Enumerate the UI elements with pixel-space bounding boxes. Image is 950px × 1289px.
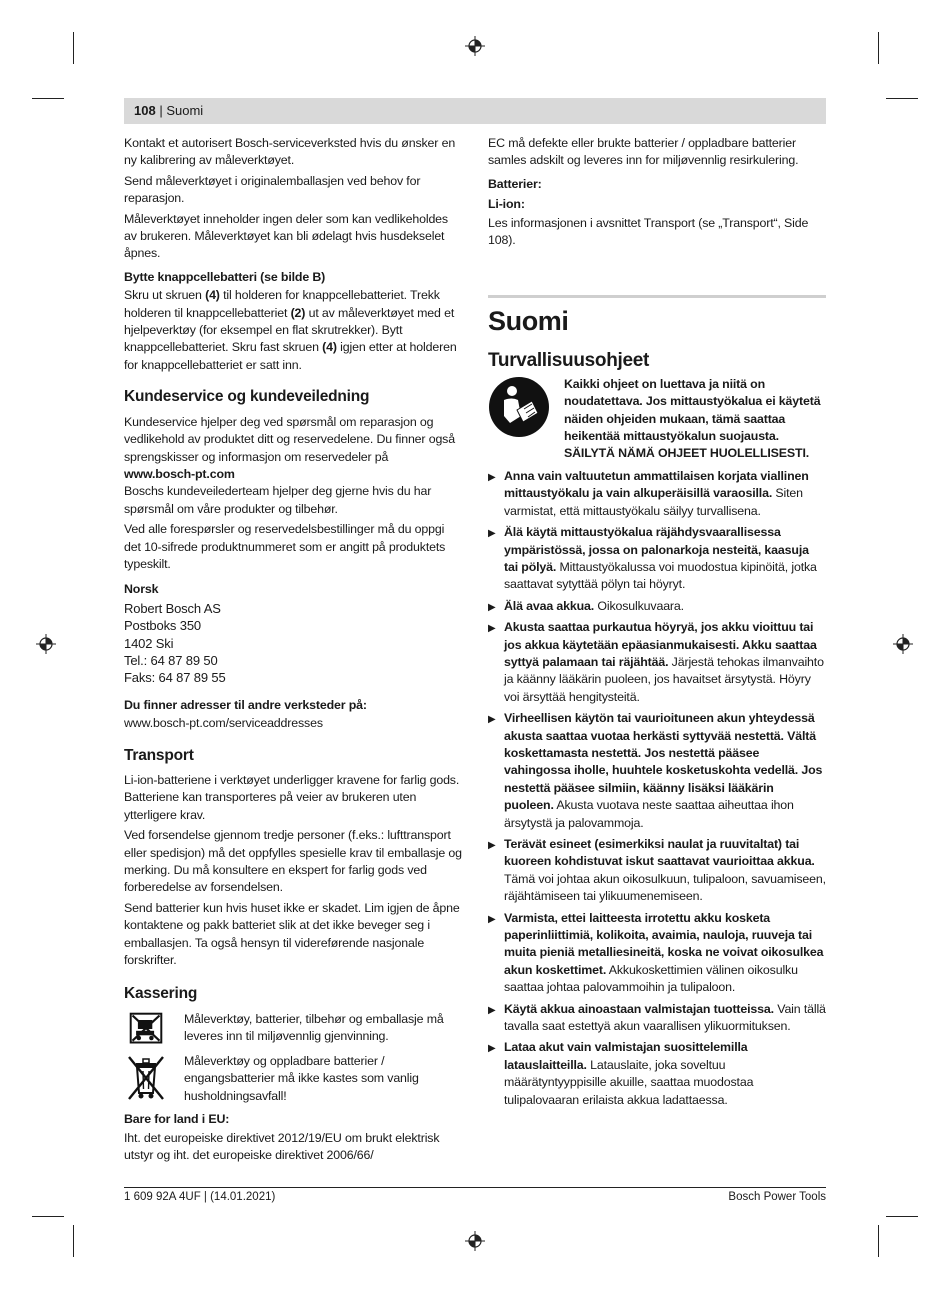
- safety-list: [488, 468, 826, 1109]
- disposal-text: Måleverktøy og oppladbare batterier / engangsbatterier må ikke kastes som vanlig husholdningsavfall!: [184, 1053, 419, 1103]
- registration-mark-icon: [36, 634, 56, 654]
- address-block: [124, 600, 464, 687]
- crop-mark: [73, 32, 74, 64]
- address-line: Tel.: 64 87 89 50: [124, 652, 218, 668]
- service-link[interactable]: www.bosch-pt.com: [124, 466, 235, 481]
- battery-heading: Bytte knappcellebatteri (se bilde B): [124, 269, 326, 284]
- list-item: ▶ Varmista, ettei laitteesta irrotettu akku kosketa paperinliittimiä, kolikoita, avaimia, nauloja, ruuveja tai muita pieniä metalliesineitä, koska ne voivat oikosulkea akun koskettimet. Akkukoskettimien välinen oikosulku saattaa johtaa palovammoihin ja tulipaloon.: [488, 910, 824, 995]
- service-paragraph: Boschs kundeveilederteam hjelper deg gjerne hvis du har spørsmål om våre produkter og tilbehør.: [124, 484, 432, 516]
- country-label: Norsk: [124, 582, 159, 597]
- section-divider: [488, 295, 826, 298]
- list-item: ▶ Älä avaa akkua. Oikosulkuvaara.: [488, 598, 826, 615]
- left-column: [124, 135, 464, 1167]
- bullet-arrow-icon: ▶: [488, 601, 496, 613]
- crop-mark: [32, 1216, 64, 1217]
- intro-paragraph: Måleverktøyet inneholder ingen deler som kan vedlikeholdes av brukeren. Måleverktøyet kan bli ødelagt hvis husdekselet åpnes.: [124, 211, 448, 261]
- bullet-arrow-icon: ▶: [488, 714, 496, 726]
- address-line: 1402 Ski: [124, 635, 174, 651]
- list-item: ▶ Älä käytä mittaustyökalua räjähdysvaarallisessa ympäristössä, jossa on palonarkoja nesteitä, kaasuja tai pölyä. Mittaustyökalussa voi muodostua kipinöitä, jotka saattavat sytyttää pölyn tai höyryt.: [488, 525, 817, 592]
- disposal-heading: Kassering: [124, 985, 198, 1003]
- crop-mark: [878, 32, 879, 64]
- crop-mark: [886, 1216, 918, 1217]
- registration-mark-icon: [465, 1231, 485, 1251]
- crossed-out-bin-icon: [126, 1053, 166, 1103]
- crop-mark: [32, 98, 64, 99]
- service-heading: Kundeservice og kundeveiledning: [124, 388, 370, 406]
- crop-mark: [73, 1225, 74, 1257]
- disposal-item: [124, 1011, 464, 1047]
- bullet-arrow-icon: ▶: [488, 1004, 496, 1016]
- recycle-packaging-icon: [126, 1011, 166, 1047]
- header-text: [134, 103, 203, 119]
- safety-intro-text: Kaikki ohjeet on luettava ja niitä on noudatettava. Jos mittaustyökalua ei käytetä näiden ohjeiden mukaan, tämä saattaa heikentää mittaustyökalun suojausta. SÄILYTÄ NÄMÄ OHJEET HUOLELLISESTI.: [564, 376, 821, 461]
- address-line: Faks: 64 87 89 55: [124, 670, 226, 686]
- addresses-heading: Du finner adresser til andre verksteder på:: [124, 697, 367, 712]
- service-paragraph: Ved alle forespørsler og reservedelsbestillinger må du oppgi det 10-sifrede produktnummeret som er angitt på produktets typeskilt.: [124, 522, 446, 571]
- addresses-link[interactable]: www.bosch-pt.com/serviceaddresses: [124, 716, 323, 731]
- disposal-text: Måleverktøy, batterier, tilbehør og emballasje må leveres inn til miljøvennlig gjenvinning.: [184, 1011, 444, 1044]
- registration-mark-icon: [893, 634, 913, 654]
- bullet-arrow-icon: ▶: [488, 913, 496, 925]
- eu-heading: Bare for land i EU:: [124, 1112, 230, 1127]
- language-title: Suomi: [488, 306, 569, 337]
- read-manual-icon: [488, 376, 550, 438]
- crop-mark: [886, 98, 918, 99]
- list-item: ▶ Anna vain valtuutetun ammattilaisen korjata viallinen mittaustyökalu ja vain alkuperäisillä varaosilla. Siten varmistat, että mittaustyökalu säilyy turvallisena.: [488, 468, 809, 518]
- registration-mark-icon: [465, 36, 485, 56]
- service-paragraph: Kundeservice hjelper deg ved spørsmål om reparasjon og vedlikehold av produktet ditt og reservedelene. Du finner også sprengskisser og informasjon om reservedeler på www.bosch-pt.com: [124, 414, 455, 481]
- crop-mark: [878, 1225, 879, 1257]
- page-number: 108: [134, 103, 156, 118]
- batteries-label: Batterier:: [488, 176, 542, 191]
- safety-title: Turvallisuusohjeet: [488, 350, 650, 372]
- transport-paragraph: Li-ion-batteriene i verktøyet underligger kravene for farlig gods. Batteriene kan transporteres på veier av brukeren uten ytterligere krav.: [124, 773, 460, 822]
- liion-text: Les informasjonen i avsnittet Transport (se „Transport“, Side 108).: [488, 215, 809, 248]
- eu-continuation: EC må defekte eller brukte batterier / oppladbare batterier samles adskilt og leveres inn for miljøvennlig resirkulering.: [488, 136, 799, 168]
- transport-paragraph: Ved forsendelse gjennom tredje personer (f.eks.: lufttransport eller spedisjon) må det oppfylles spesielle krav til emballasje og merking. Du må konsultere en ekspert for farlig gods ved forberedelse av forsendelsen.: [124, 828, 462, 895]
- bullet-arrow-icon: ▶: [488, 471, 496, 483]
- header-language: Suomi: [166, 103, 204, 118]
- bullet-arrow-icon: ▶: [488, 623, 496, 635]
- footer-rule: [124, 1187, 826, 1188]
- transport-paragraph: Send batterier kun hvis huset ikke er skadet. Lim igjen de åpne kontaktene og pakk batteriet slik at det ikke beveger seg i emballasjen. Ta også hensyn til videreførende nasjonale forskrifter.: [124, 900, 460, 968]
- intro-paragraph: Send måleverktøyet i originalemballasjen ved behov for reparasjon.: [124, 173, 421, 206]
- page-header: [124, 98, 826, 124]
- list-item: ▶ Lataa akut vain valmistajan suosittelemilla latauslaitteilla. Latauslaite, joka soveltuu määrätyntyyppisille akuille, saattaa muodostaa tulipalovaaran erilaista akkua ladattaessa.: [488, 1040, 754, 1107]
- footer-brand: Bosch Power Tools: [728, 1191, 826, 1203]
- bullet-arrow-icon: ▶: [488, 1043, 496, 1055]
- address-line: Robert Bosch AS: [124, 600, 221, 616]
- right-column: [488, 135, 826, 1113]
- disposal-item: [124, 1053, 464, 1105]
- header-separator: |: [159, 103, 163, 118]
- list-item: ▶ Terävät esineet (esimerkiksi naulat ja ruuvitaltat) tai kuoreen kohdistuvat iskut saattavat vaurioittaa akkua. Tämä voi johtaa akun oikosulkuun, tulipaloon, savuamiseen, räjähtämiseen tai ylikuumenemiseen.: [488, 837, 826, 904]
- transport-heading: Transport: [124, 746, 194, 764]
- bullet-arrow-icon: ▶: [488, 528, 496, 540]
- safety-intro: [488, 376, 826, 463]
- bullet-arrow-icon: ▶: [488, 840, 496, 851]
- footer-doc-number: 1 609 92A 4UF | (14.01.2021): [124, 1191, 276, 1203]
- list-item: ▶ Virheellisen käytön tai vaurioituneen akun yhteydessä akusta saattaa vuotaa herkästi syttyvää nestettä. Vältä koskettamasta nestettä. Jos nestettä pääsee vahingossa iholle, huuhtele kosketuskohta vedellä. Jos nestettä pääsee silmiin, käänny lisäksi lääkärin puoleen. Akusta vuotava neste saattaa aiheuttaa ihon ärsytystä ja palovammoja.: [488, 711, 823, 830]
- battery-paragraph: Skru ut skruen (4) til holderen for knappcellebatteriet. Trekk holderen til knappcellebatteriet (2) ut av måleverktøyet med et hjelpeverktøy (for eksempel en flat skrutrekker). Bytt knappcellebatteriet. Skru fast skruen (4) igjen etter at holderen for knappcellebatteriet er satt inn.: [124, 288, 457, 372]
- list-item: ▶ Akusta saattaa purkautua höyryä, jos akku vioittuu tai jos akkua käytetään epäasianmukaisesti. Akku saattaa syttyä palamaan tai räjähtää. Järjestä tehokas ilmanvaihto ja käänny lääkärin puoleen, jos havaitset ärsytystä. Höyry voi ärsyttää hengitysteitä.: [488, 620, 824, 704]
- eu-paragraph: Iht. det europeiske direktivet 2012/19/EU om brukt elektrisk utstyr og iht. det europeiske direktivet 2006/66/: [124, 1130, 440, 1162]
- liion-label: Li-ion:: [488, 197, 525, 212]
- address-line: Postboks 350: [124, 618, 201, 634]
- list-item: ▶ Käytä akkua ainoastaan valmistajan tuotteissa. Vain tällä tavalla saat estettyä akun vaarallisen ylikuormituksen.: [488, 1001, 826, 1034]
- intro-paragraph: Kontakt et autorisert Bosch-serviceverksted hvis du ønsker en ny kalibrering av måleverktøyet.: [124, 136, 456, 168]
